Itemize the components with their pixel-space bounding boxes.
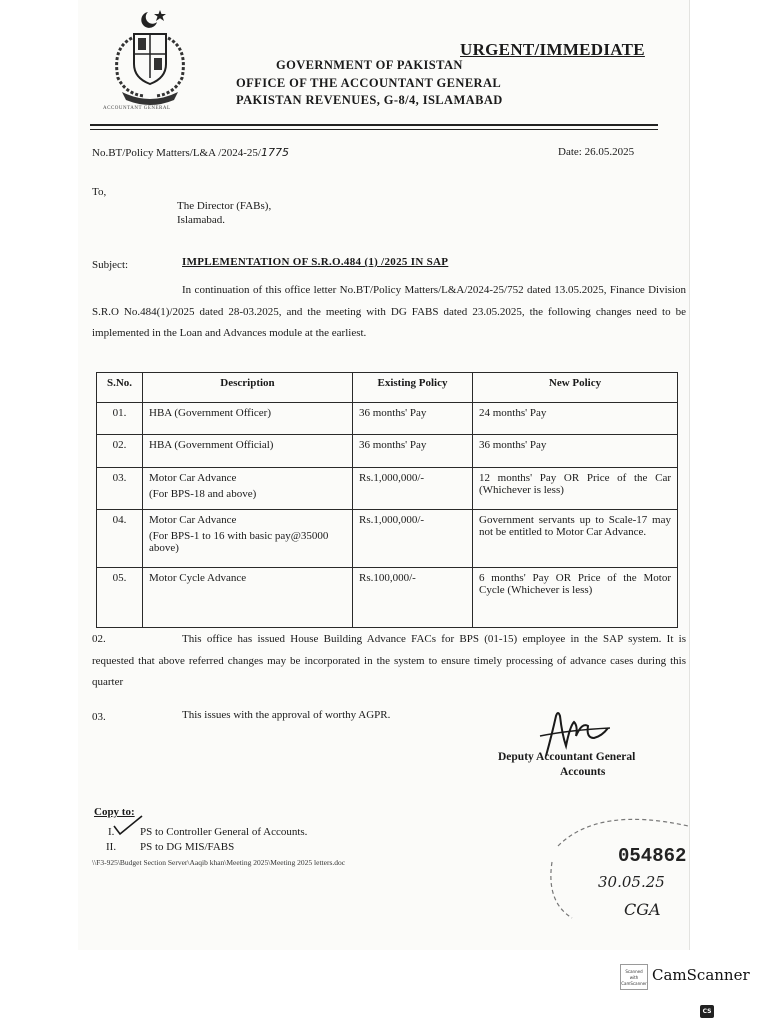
cell-description-sub: (For BPS-18 and above) (149, 488, 257, 500)
reference-number (92, 146, 289, 159)
cell-sno: 04. (97, 510, 143, 568)
reference-handwritten-number: 1775 (260, 146, 289, 159)
cell-existing: 36 months' Pay (353, 435, 473, 468)
table-row (97, 568, 678, 628)
cell-new: 36 months' Pay (473, 435, 678, 468)
col-header-sno: S.No. (97, 373, 143, 403)
subject-text: IMPLEMENTATION OF S.R.O.484 (1) /2025 IN SAP (182, 256, 449, 268)
addressee-line-2: Islamabad. (177, 214, 225, 226)
stamp-number: 054862 (618, 845, 687, 867)
priority-heading: URGENT/IMMEDIATE (460, 40, 645, 59)
table-row (97, 510, 678, 568)
to-label: To, (92, 186, 107, 198)
para2-number: 02. (92, 633, 106, 645)
cell-new: 24 months' Pay (473, 403, 678, 435)
header-rule-thin (90, 129, 658, 130)
col-header-description: Description (143, 373, 353, 403)
para3-number: 03. (92, 711, 106, 723)
copy-item-number: II. (106, 841, 117, 853)
reference-prefix: No.BT/Policy Matters/L&A /2024-25/ (92, 147, 261, 159)
copy-item-text: PS to Controller General of Accounts. (140, 826, 308, 838)
stamp-date: 30.05.25 (598, 873, 665, 891)
cell-description (143, 468, 353, 510)
cell-description: HBA (Government Officer) (143, 403, 353, 435)
table-row (97, 468, 678, 510)
office-address: PAKISTAN REVENUES, G-8/4, ISLAMABAD (236, 93, 503, 107)
cell-description (143, 510, 353, 568)
copy-to-label: Copy to: (94, 806, 135, 818)
cell-existing: 36 months' Pay (353, 403, 473, 435)
signatory-title: Deputy Accountant General (498, 751, 636, 763)
state-emblem-icon (100, 8, 200, 116)
col-header-existing: Existing Policy (353, 373, 473, 403)
table-row (97, 403, 678, 435)
cell-sno: 03. (97, 468, 143, 510)
para3-text: This issues with the approval of worthy AGPR. (182, 709, 391, 721)
camscanner-logo-text: Scanned with CamScanner (621, 969, 647, 986)
table-header-row (97, 373, 678, 403)
letter-date: Date: 26.05.2025 (558, 146, 635, 158)
camscanner-badge-icon: CS (700, 1005, 714, 1018)
cell-description-main: Motor Car Advance (149, 514, 237, 526)
policy-table (96, 372, 678, 628)
cell-description: Motor Cycle Advance (143, 568, 353, 628)
emblem-caption: ACCOUNTANT GENERAL (103, 106, 171, 111)
intro-paragraph (92, 280, 686, 345)
office-title: OFFICE OF THE ACCOUNTANT GENERAL (236, 76, 502, 90)
addressee-line-1: The Director (FABs), (177, 200, 272, 212)
cell-existing: Rs.100,000/- (353, 568, 473, 628)
file-path: \\F3-925\Budget Section Server\Aaqib khan\Meeting 2025\Meeting 2025 letters.doc (92, 858, 346, 867)
camscanner-label: CamScanner (652, 966, 750, 984)
cell-sno: 01. (97, 403, 143, 435)
table-row (97, 435, 678, 468)
cell-sno: 02. (97, 435, 143, 468)
para2-text: This office has issued House Building Advance FACs for BPS (01-15) employee in the SAP system. It is requested that above referred changes may be incorporated in the system to ensure timely processing of advance cases during this quarter (92, 633, 686, 688)
stamp-initials: CGA (624, 900, 661, 919)
camscanner-logo (620, 964, 648, 990)
cell-description-sub: (For BPS-1 to 16 with basic pay@35000 above) (149, 530, 329, 554)
government-title: GOVERNMENT OF PAKISTAN (276, 58, 463, 72)
para2 (92, 629, 686, 694)
copy-item-number: I. (108, 826, 115, 838)
cell-existing: Rs.1,000,000/- (353, 510, 473, 568)
cell-description-main: Motor Car Advance (149, 472, 237, 484)
subject-label: Subject: (92, 259, 129, 271)
cell-sno: 05. (97, 568, 143, 628)
cell-description: HBA (Government Official) (143, 435, 353, 468)
cell-existing: Rs.1,000,000/- (353, 468, 473, 510)
cell-new: 12 months' Pay OR Price of the Car (Whichever is less) (473, 468, 678, 510)
cell-new: Government servants up to Scale-17 may not be entitled to Motor Car Advance. (473, 510, 678, 568)
signatory-department: Accounts (560, 766, 606, 778)
copy-item-text: PS to DG MIS/FABS (140, 841, 235, 853)
header-rule (90, 124, 658, 126)
col-header-new: New Policy (473, 373, 678, 403)
cell-new: 6 months' Pay OR Price of the Motor Cycle (Whichever is less) (473, 568, 678, 628)
intro-text: In continuation of this office letter No.BT/Policy Matters/L&A/2024-25/752 dated 13.05.2025, Finance Division S.R.O No.484(1)/2025 dated 28-03.2025, and the meeting with DG FABS dated 23.05.2025, the following changes need to be implemented in the Loan and Advances module at the earliest. (92, 284, 686, 339)
